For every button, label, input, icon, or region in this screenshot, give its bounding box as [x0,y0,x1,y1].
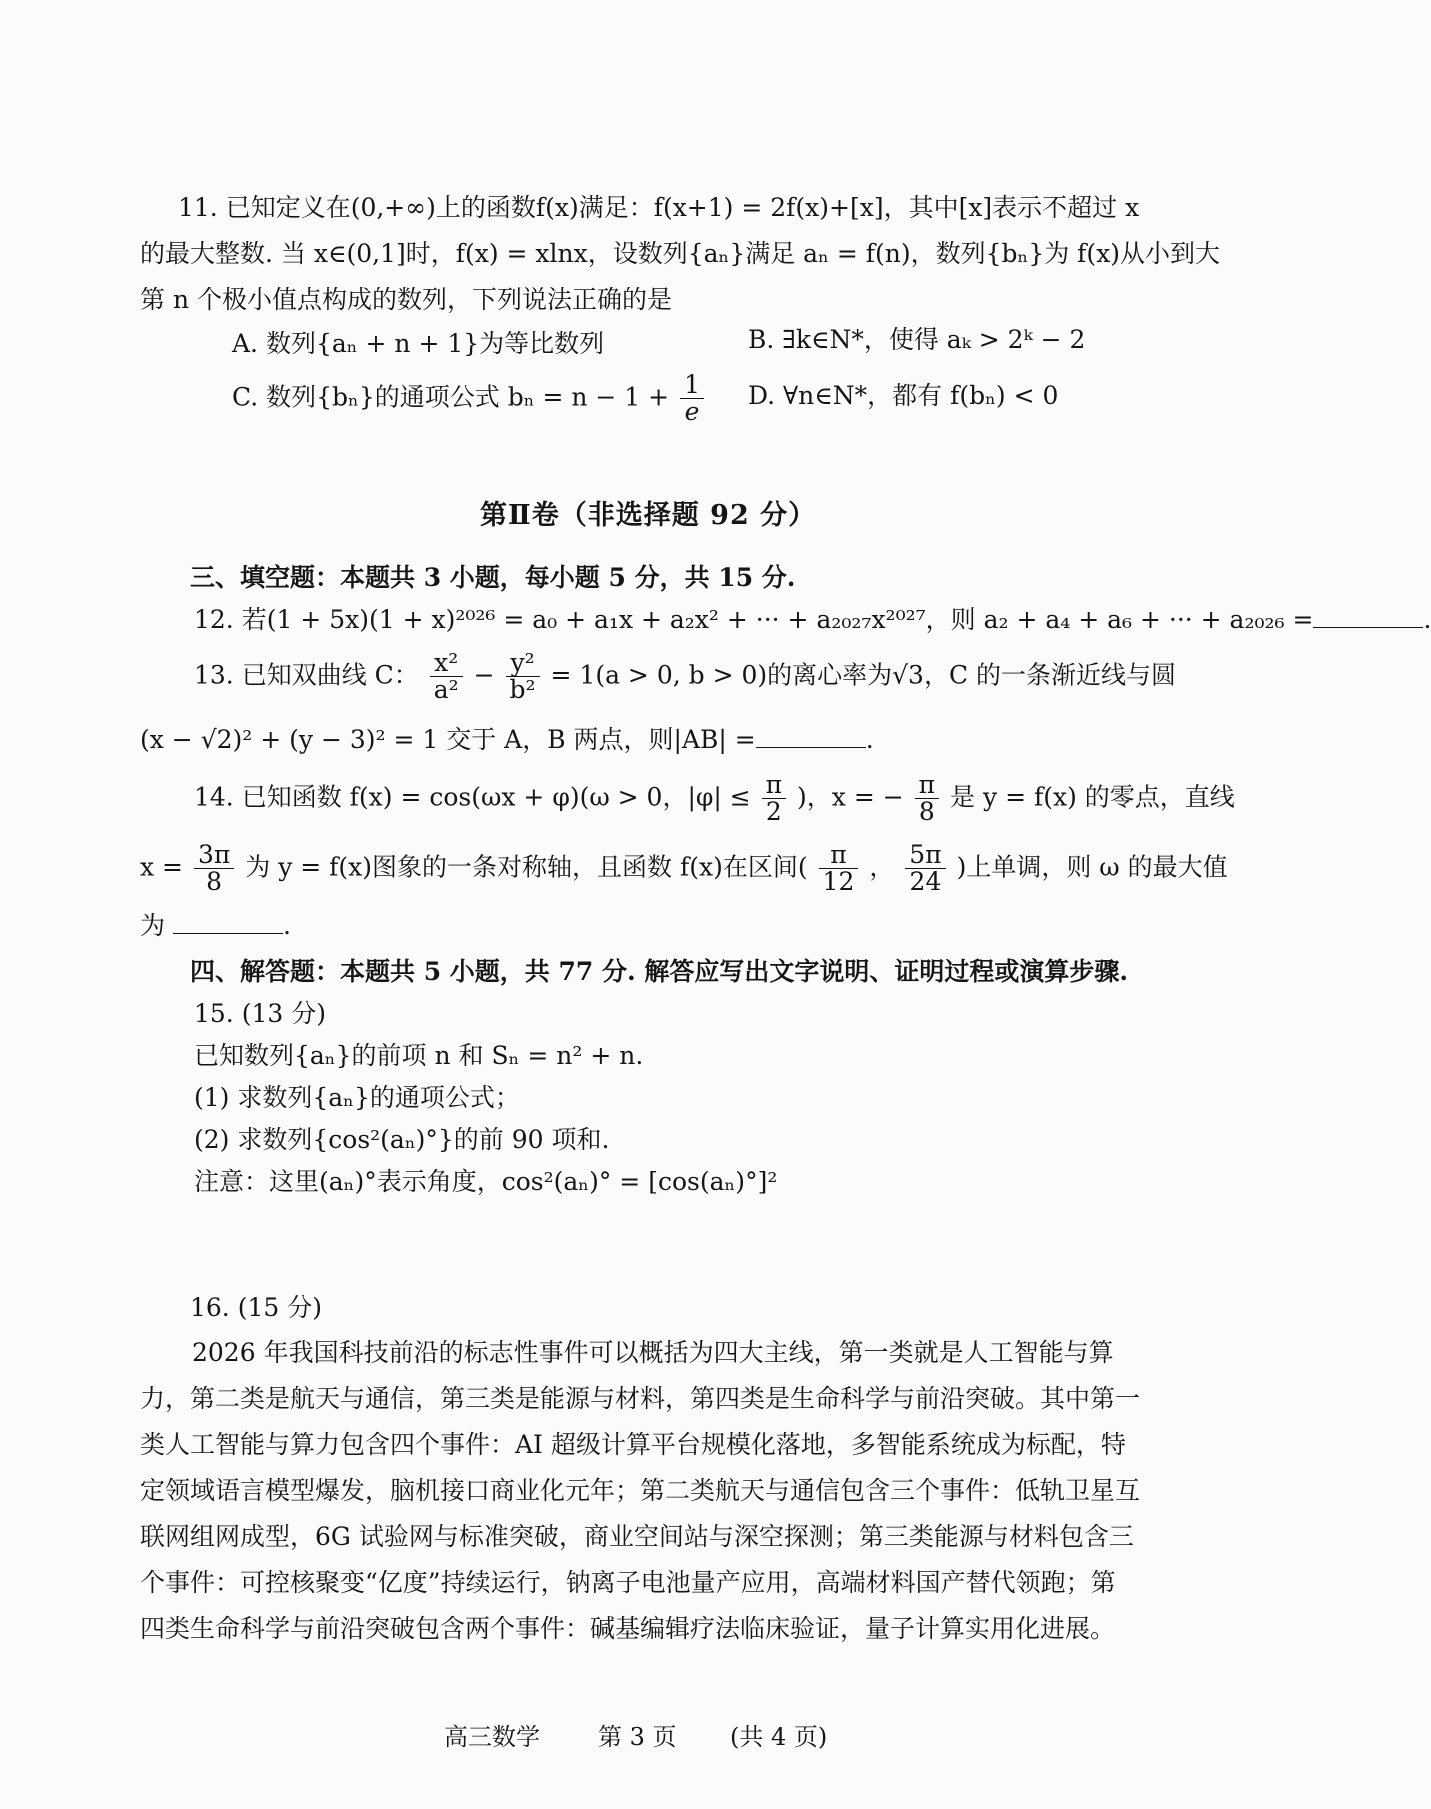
q14-line3 [140,910,291,943]
q15-line1: 已知数列{aₙ}的前项 n 和 Sₙ = n² + n. [194,1041,644,1070]
q15-line3: (2) 求数列{cos²(aₙ)°}的前 90 项和. [194,1125,610,1154]
answer-blank [173,913,283,934]
fraction-denominator: b² [509,675,536,705]
q13-fraction-y [506,650,540,704]
q14-line3-prefix: 为 [140,911,166,940]
fraction-denominator: 8 [918,797,935,827]
fraction-numerator: 3π [194,842,234,869]
fraction-numerator: x² [430,650,463,677]
q14-fraction-5pi-24 [905,842,945,896]
q16-title: 16. (15 分) [190,1293,322,1322]
fraction-denominator: a² [433,675,459,705]
q11-option-c-text: C. 数列{bₙ}的通项公式 bₙ = n − 1 + [232,382,670,412]
q12-line [194,604,1431,637]
q14-mid: )，x = − [797,782,904,812]
footer-subject: 高三数学 [444,1723,540,1751]
q14-suffix: 是 y = f(x) 的零点，直线 [950,782,1235,812]
q13-line2-text: (x − √2)² + (y − 3)² = 1 交于 A，B 两点，则|AB| = [140,725,756,754]
footer-total-pages: (共 4 页) [730,1723,828,1751]
q11-option-a: A. 数列{aₙ + n + 1}为等比数列 [232,329,605,358]
q13-line2 [140,724,874,757]
fraction-denominator: e [684,397,700,427]
q14-fraction-pi-12 [819,842,859,896]
fraction-numerator: 5π [905,842,945,869]
q14-line1 [194,772,1235,826]
q16-body: 2026 年我国科技前沿的标志性事件可以概括为四大主线，第一类就是人工智能与算力，第二类是航天与通信，第三类是能源与材料，第四类是生命科学与前沿突破。其中第一类人工智能与算力包含四个事件：AI 超级计算平台规模化落地，多智能系统成为标配，特定领域语言模型爆发，脑机接口商业化元年；第二类航天与通信包含三个事件：低轨卫星互联网组网成型，6G 试验网与标准突破，商业空间站与深空探测；第三类能源与材料包含三个事件：可控核聚变“亿度”持续运行，钠离子电池量产应用，高端材料国产替代领跑；第四类生命科学与前沿突破包含两个事件：碱基编辑疗法临床验证，量子计算实用化进展。 [140,1338,1141,1643]
answer-blank [1313,607,1423,628]
q14-prefix: 14. 已知函数 f(x) = cos(ωx + φ)(ω > 0，|φ| ≤ [194,782,751,812]
fraction-denominator: 24 [909,867,942,897]
fraction-numerator: π [915,772,939,799]
q14-comma: ， [869,852,895,882]
q11-line1: 11. 已知定义在(0,+∞)上的函数f(x)满足：f(x+1) = 2f(x)+[x]，其中[x]表示不超过 x [178,193,1140,222]
q14-line2-prefix: x = [140,852,183,882]
q13-prefix: 13. 已知双曲线 C： [194,660,419,690]
footer-page-number: 第 3 页 [598,1723,677,1751]
section4-header: 四、解答题：本题共 5 小题，共 77 分. 解答应写出文字说明、证明过程或演算步骤. [190,957,1129,986]
fraction-denominator: 2 [765,797,782,827]
answer-blank [756,727,866,748]
q14-fraction-3pi-8 [194,842,234,896]
q11-option-c-fraction [680,372,704,426]
q11-line3: 第 n 个极小值点构成的数列，下列说法正确的是 [140,285,672,314]
q13-fraction-x [430,650,463,704]
q12-end: . [1423,605,1431,634]
fraction-numerator: 1 [680,372,704,399]
q14-end: . [282,911,291,940]
q14-fraction-pi-8 [915,772,939,826]
fraction-numerator: y² [506,650,540,677]
q13-line1 [194,650,1176,704]
fraction-denominator: 12 [822,867,855,897]
part2-title: 第Ⅱ卷（非选择题 92 分） [480,500,817,531]
q14-line2-mid: 为 y = f(x)图象的一条对称轴，且函数 f(x)在区间( [245,852,808,882]
q14-line2 [140,842,1228,896]
fraction-numerator: π [762,772,786,799]
q14-fraction-pi-2 [762,772,786,826]
q15-line2: (1) 求数列{aₙ}的通项公式； [194,1083,520,1112]
q15-line4: 注意：这里(aₙ)°表示角度，cos²(aₙ)° = [cos(aₙ)°]² [194,1167,778,1196]
q11-option-c [232,372,707,426]
q13-suffix: = 1(a > 0, b > 0)的离心率为√3，C 的一条渐近线与圆 [550,660,1177,690]
fraction-numerator: π [819,842,859,869]
q13-minus: − [473,660,495,690]
section3-header: 三、填空题：本题共 3 小题，每小题 5 分，共 15 分. [190,563,796,592]
q14-line2-suffix: )上单调，则 ω 的最大值 [956,852,1228,882]
q11-option-d: D. ∀n∈N*，都有 f(bₙ) < 0 [748,381,1059,410]
q11-option-b: B. ∃k∈N*，使得 aₖ > 2ᵏ − 2 [748,325,1086,354]
fraction-denominator: 8 [206,867,223,897]
q13-end: . [865,725,874,754]
q15-title: 15. (13 分) [194,999,326,1028]
q12-text: 12. 若(1 + 5x)(1 + x)²⁰²⁶ = a₀ + a₁x + a₂x² + ··· + a₂₀₂₇x²⁰²⁷，则 a₂ + a₄ + a₆ + ··· + a₂₀₂₆ = [194,605,1314,634]
q11-line2: 的最大整数. 当 x∈(0,1]时，f(x) = xlnx，设数列{aₙ}满足 aₙ = f(n)，数列{bₙ}为 f(x)从小到大 [140,239,1221,268]
